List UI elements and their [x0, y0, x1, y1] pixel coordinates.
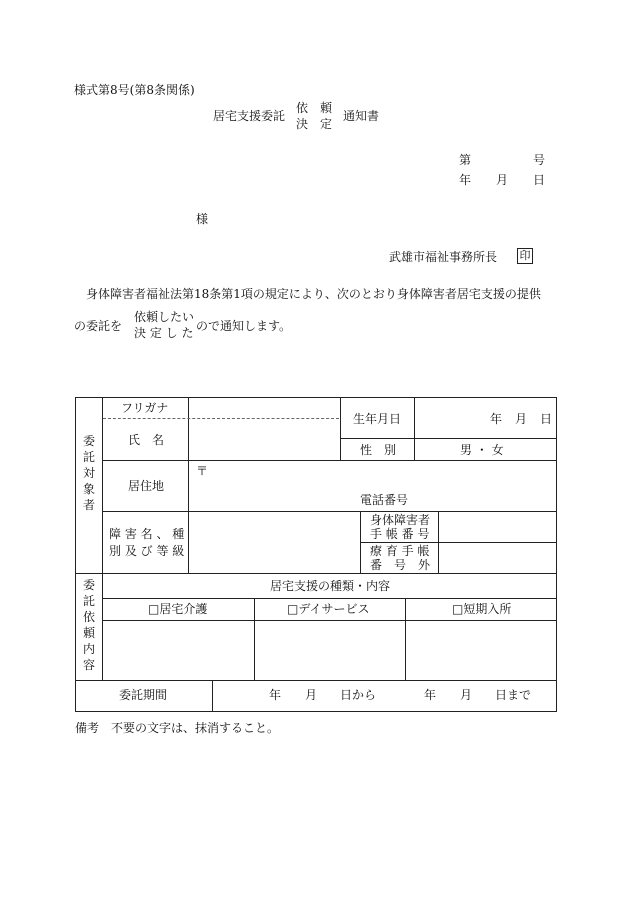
title-prefix: 居宅支援委託: [213, 109, 286, 123]
name-label: 氏 名: [128, 433, 165, 447]
form-number: 様式第8号(第8条関係): [74, 83, 195, 97]
body-option-decision: 決 定 し た: [134, 326, 194, 340]
footnote: 備考 不要の文字は、抹消すること。: [75, 721, 280, 735]
postal-mark: 〒: [196, 464, 209, 478]
service-short-stay: □短期入所: [452, 602, 512, 616]
disability-label-2: 別 及 び 等 級: [109, 544, 185, 558]
number-go: 号: [533, 153, 546, 167]
body-line-2-prefix: の委託を: [74, 319, 123, 333]
handbook-2-line-a: 療 育 手 帳: [370, 544, 430, 558]
service-home-care: □居宅介護: [148, 602, 208, 616]
issue-date-month: 月: [496, 173, 509, 187]
address-label: 居住地: [128, 479, 165, 493]
issue-date-day: 日: [533, 173, 546, 187]
period-from-year: 年: [269, 688, 282, 702]
issuer-name: 武雄市福祉事務所長: [389, 250, 498, 264]
body-option-request: 依頼したい: [134, 310, 195, 324]
gender-value: 男 ・ 女: [460, 443, 504, 457]
birth-month: 月: [515, 412, 528, 426]
number-dai: 第: [459, 153, 472, 167]
period-to-year: 年: [424, 688, 437, 702]
disability-label-1: 障 害 名 、 種: [109, 527, 185, 541]
title-suffix: 通知書: [343, 109, 380, 123]
period-to-month: 月: [460, 688, 473, 702]
title-option-request: 依 頼: [296, 101, 333, 115]
birth-year: 年: [490, 412, 503, 426]
phone-label: 電話番号: [360, 493, 409, 507]
period-from-day: 日から: [340, 688, 377, 702]
handbook-1-line-b: 手 帳 番 号: [370, 527, 430, 541]
service-day-service: □デイサービス: [287, 602, 370, 616]
handbook-1-line-a: 身体障害者: [370, 513, 431, 527]
gender-label: 性 別: [360, 443, 397, 457]
issue-date-year: 年: [459, 173, 472, 187]
section-request-label: 委 託 依 頼 内 容: [82, 578, 95, 672]
birth-day: 日: [540, 412, 553, 426]
body-line-2-suffix: ので通知します。: [196, 319, 292, 333]
body-line-1: 身体障害者福祉法第18条第1項の規定により、次のとおり身体障害者居宅支援の提供: [86, 287, 541, 301]
addressee-sama: 様: [196, 212, 209, 226]
seal-mark: 印: [517, 248, 533, 264]
furigana-label: フリガナ: [121, 401, 169, 415]
birthdate-label: 生年月日: [353, 412, 402, 426]
period-to-day: 日まで: [495, 688, 532, 702]
period-from-month: 月: [305, 688, 318, 702]
service-header: 居宅支援の種類・内容: [270, 579, 391, 593]
section-subject-label: 委 託 対 象 者: [82, 434, 95, 512]
title-option-decision: 決 定: [296, 117, 333, 131]
handbook-2-line-b: 番 号 外: [370, 558, 431, 572]
period-label: 委託期間: [119, 688, 168, 702]
